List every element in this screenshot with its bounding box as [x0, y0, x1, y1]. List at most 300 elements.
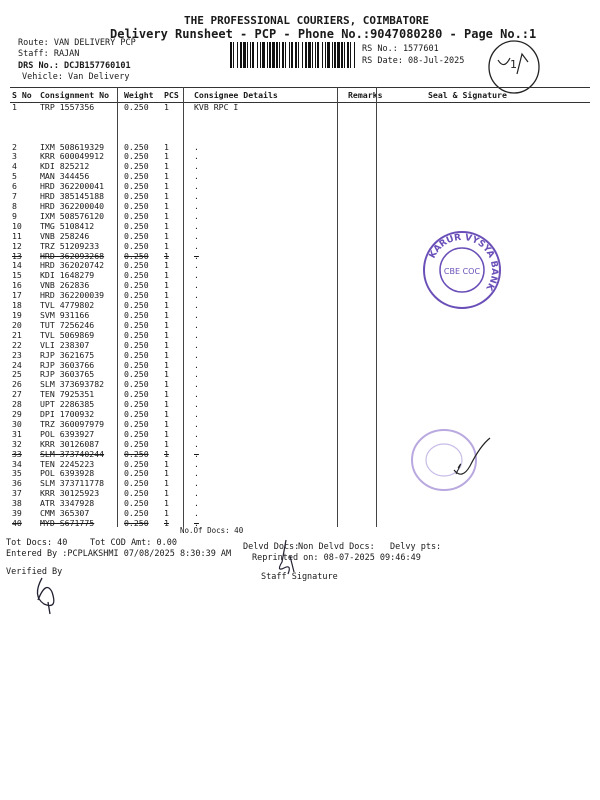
cell-sno: 23 [12, 349, 22, 360]
delivery-points: Delvy pts: [390, 542, 442, 552]
cell-sno: 6 [12, 181, 17, 192]
handwritten-page-number: 1 [510, 58, 517, 71]
barcode-bar [262, 42, 265, 68]
cell-sno: 24 [12, 359, 22, 370]
cell-sno [10, 123, 38, 133]
cell-sno: 2 [12, 141, 17, 152]
barcode-bar [344, 42, 345, 68]
cell-consignee: . [194, 329, 199, 340]
cell-pcs: 1 [164, 349, 169, 360]
tot-cod-amount: Tot COD Amt: 0.00 [90, 538, 177, 548]
table-row [10, 321, 590, 331]
cell-consignment: HRD 385145188 [40, 191, 105, 202]
cell-weight [122, 123, 162, 133]
cell-consignee: . [194, 171, 199, 182]
col-remarks: Remarks [346, 88, 406, 103]
verified-by: Verified By [6, 567, 63, 577]
cell-weight: 0.250 [124, 508, 149, 519]
cell-weight [122, 113, 162, 123]
cell-consignee: . [194, 458, 199, 469]
cell-sno: 18 [12, 300, 22, 311]
cell-consignment: HRD 362200039 [40, 290, 105, 301]
barcode-bar [322, 42, 323, 68]
cell-sno: 1 [12, 102, 17, 112]
cell-pcs: 1 [164, 151, 169, 162]
barcode-bar [272, 42, 275, 68]
cell-pcs: 1 [164, 300, 169, 311]
cell-consignee: . [194, 220, 199, 231]
cell-seal [406, 212, 590, 222]
no-of-docs: No.Of Docs: 40 [180, 526, 244, 535]
cell-pcs: 1 [164, 458, 169, 469]
cell-pcs: 1 [164, 201, 169, 212]
table-row [10, 212, 590, 222]
cell-weight: 0.250 [124, 438, 149, 449]
cell-sno: 4 [12, 161, 17, 172]
cell-consignment: KRR 30126087 [40, 438, 100, 449]
table-row [10, 489, 590, 499]
bank-stamp-inner: CBE COC [443, 267, 481, 276]
table-row [10, 499, 590, 509]
cell-weight: 0.250 [124, 210, 149, 221]
cell-sno: 13 [12, 250, 22, 261]
cell-sno: 38 [12, 498, 22, 509]
cell-consignment: POL 6393927 [40, 428, 95, 439]
cell-seal [406, 182, 590, 192]
cell-pcs: 1 [164, 290, 169, 301]
cell-sno: 25 [12, 369, 22, 380]
cell-consignment: TVL 5069869 [40, 329, 95, 340]
cell-consignee: . [194, 210, 199, 221]
table-row [10, 103, 590, 113]
cell-seal [406, 509, 590, 519]
cell-pcs: 1 [164, 260, 169, 271]
cell-pcs: 1 [164, 210, 169, 221]
cell-consignee [192, 133, 346, 143]
cell-weight: 0.250 [124, 518, 149, 529]
cell-pcs: 1 [164, 438, 169, 449]
cell-consignment: SLM 373740244 [40, 448, 105, 459]
barcode-bar [354, 42, 355, 68]
cell-consignment: IXM 508576120 [40, 210, 105, 221]
cell-seal [406, 370, 590, 380]
table-row [10, 400, 590, 410]
cell-pcs: 1 [164, 508, 169, 519]
cell-sno: 36 [12, 478, 22, 489]
cell-pcs: 1 [164, 428, 169, 439]
cell-consignment: VNB 262836 [40, 280, 90, 291]
col-weight: Weight [122, 88, 162, 103]
cell-weight: 0.250 [124, 349, 149, 360]
cell-pcs: 1 [164, 161, 169, 172]
rs-number: RS No.: 1577601 [362, 44, 439, 54]
cell-sno: 29 [12, 409, 22, 420]
cell-seal [406, 361, 590, 371]
table-row [10, 123, 590, 133]
cell-weight: 0.250 [124, 151, 149, 162]
cell-seal [406, 341, 590, 351]
cell-consignee: . [194, 181, 199, 192]
barcode [230, 42, 355, 68]
table-row [10, 152, 590, 162]
cell-consignment: TUT 7256246 [40, 319, 95, 330]
cell-pcs: 1 [164, 498, 169, 509]
cell-pcs: 1 [164, 369, 169, 380]
cell-consignee: . [194, 448, 199, 459]
barcode-bar [289, 42, 290, 68]
table-row [10, 460, 590, 470]
cell-weight: 0.250 [124, 448, 149, 459]
barcode-bar [308, 42, 311, 68]
cell-sno: 39 [12, 508, 22, 519]
route-label: Route: VAN DELIVERY PCP [18, 38, 136, 48]
bank-stamp-text: KARUR VYSYA BANK [427, 232, 500, 292]
cell-consignee: . [194, 389, 199, 400]
cell-pcs: 1 [164, 468, 169, 479]
cell-consignee: . [194, 151, 199, 162]
cell-weight: 0.250 [124, 181, 149, 192]
barcode-bar [267, 42, 268, 68]
cell-pcs: 1 [164, 309, 169, 320]
cell-weight: 0.250 [124, 270, 149, 281]
cell-seal [406, 331, 590, 341]
cell-consignment: TRZ 51209233 [40, 240, 100, 251]
cell-consignment: UPT 2286385 [40, 399, 95, 410]
barcode-bar [282, 42, 284, 68]
cell-sno: 14 [12, 260, 22, 271]
cell-pcs: 1 [164, 319, 169, 330]
barcode-bar [247, 42, 248, 68]
cell-weight: 0.250 [124, 280, 149, 291]
cell-sno: 7 [12, 191, 17, 202]
cell-consignment: KDI 825212 [40, 161, 90, 172]
cell-consignment: KDI 1648279 [40, 270, 95, 281]
cell-consignee: . [194, 428, 199, 439]
cell-sno: 8 [12, 201, 17, 212]
barcode-bar [317, 42, 319, 68]
non-delvd-docs: Non Delvd Docs: [298, 542, 375, 552]
col-consignee: Consignee Details [192, 88, 346, 103]
cell-consignment: CMM 365307 [40, 508, 90, 519]
cell-consignment: SLM 373711778 [40, 478, 105, 489]
cell-seal [406, 133, 590, 143]
cell-consignee: . [194, 250, 199, 261]
cell-consignment: TMG 5108412 [40, 220, 95, 231]
tot-docs: Tot Docs: 40 [6, 538, 68, 548]
barcode-bar [243, 42, 246, 68]
cell-pcs: 1 [164, 379, 169, 390]
table-row [10, 351, 590, 361]
cell-pcs: 1 [164, 329, 169, 340]
cell-sno: 5 [12, 171, 17, 182]
drs-number: DRS No.: DCJB157760101 [18, 61, 131, 71]
cell-pcs: 1 [164, 518, 169, 529]
table-row [10, 420, 590, 430]
cell-seal [406, 400, 590, 410]
staff-signature [270, 538, 300, 580]
table-row [10, 311, 590, 321]
col-consignment: Consignment No [38, 88, 122, 103]
cell-pcs: 1 [164, 359, 169, 370]
cell-consignment: POL 6393928 [40, 468, 95, 479]
barcode-bar [291, 42, 293, 68]
barcode-bar [315, 42, 316, 68]
cell-pcs [162, 123, 192, 133]
cell-pcs: 1 [164, 478, 169, 489]
staff-label: Staff: RAJAN [18, 49, 80, 59]
cell-consignment: RJP 3603765 [40, 369, 95, 380]
barcode-bar [260, 42, 261, 68]
cell-consignee: . [194, 468, 199, 479]
barcode-bar [230, 42, 232, 68]
cell-consignee: . [194, 488, 199, 499]
cell-consignee: . [194, 518, 199, 529]
cell-sno: 26 [12, 379, 22, 390]
cell-sno: 21 [12, 329, 22, 340]
cell-consignment [38, 123, 122, 133]
cell-consignment: TEN 2245223 [40, 458, 95, 469]
cell-sno: 10 [12, 220, 22, 231]
bank-stamp [420, 228, 504, 312]
cell-sno: 17 [12, 290, 22, 301]
cell-consignee: . [194, 240, 199, 251]
cell-pcs: 1 [164, 250, 169, 261]
cell-consignment: TRZ 360097979 [40, 418, 105, 429]
barcode-bar [252, 42, 254, 68]
cell-weight: 0.250 [124, 240, 149, 251]
barcode-bar [327, 42, 330, 68]
barcode-bar [325, 42, 326, 68]
cell-sno: 32 [12, 438, 22, 449]
cell-weight: 0.250 [124, 399, 149, 410]
table-row [10, 331, 590, 341]
faded-stamp [404, 418, 494, 498]
cell-weight: 0.250 [124, 458, 149, 469]
cell-consignee: . [194, 339, 199, 350]
cell-consignee [192, 123, 346, 133]
cell-consignee: . [194, 508, 199, 519]
cell-weight: 0.250 [124, 428, 149, 439]
cell-consignment: SVM 931166 [40, 309, 90, 320]
cell-sno: 34 [12, 458, 22, 469]
cell-consignee: . [194, 290, 199, 301]
col-sno: S No [10, 88, 38, 103]
cell-weight: 0.250 [124, 488, 149, 499]
cell-consignee: . [194, 270, 199, 281]
cell-seal [406, 103, 590, 113]
cell-weight: 0.250 [124, 339, 149, 350]
barcode-bar [276, 42, 278, 68]
barcode-bar [295, 42, 297, 68]
cell-consignment: MAN 344456 [40, 171, 90, 182]
barcode-bar [347, 42, 349, 68]
cell-consignee: . [194, 260, 199, 271]
table-row [10, 341, 590, 351]
table-row [10, 113, 590, 123]
cell-sno: 16 [12, 280, 22, 291]
cell-weight: 0.250 [124, 230, 149, 241]
cell-consignee: . [194, 379, 199, 390]
cell-pcs: 1 [164, 339, 169, 350]
cell-consignment: HRD 362200041 [40, 181, 105, 192]
cell-consignee: . [194, 478, 199, 489]
cell-consignee: . [194, 280, 199, 291]
cell-sno: 11 [12, 230, 22, 241]
cell-seal [406, 162, 590, 172]
cell-weight: 0.250 [124, 359, 149, 370]
cell-sno: 30 [12, 418, 22, 429]
cell-seal [406, 311, 590, 321]
cell-seal [406, 123, 590, 133]
company-name: THE PROFESSIONAL COURIERS, COIMBATORE [184, 14, 430, 27]
cell-weight: 0.250 [124, 329, 149, 340]
cell-sno: 20 [12, 319, 22, 330]
barcode-bar [334, 42, 336, 68]
cell-weight: 0.250 [124, 161, 149, 172]
cell-consignee: . [194, 141, 199, 152]
table-row [10, 519, 590, 529]
barcode-bar [279, 42, 280, 68]
cell-sno: 35 [12, 468, 22, 479]
cell-pcs: 1 [164, 102, 169, 112]
cell-weight: 0.250 [124, 191, 149, 202]
barcode-bar [332, 42, 333, 68]
cell-consignment: MYD S671775 [40, 518, 95, 529]
cell-weight: 0.250 [124, 478, 149, 489]
cell-pcs: 1 [164, 280, 169, 291]
cell-consignee: . [194, 349, 199, 360]
cell-seal [406, 390, 590, 400]
entered-by: Entered By :PCPLAKSHMI 07/08/2025 8:30:39 AM [6, 549, 232, 559]
cell-consignment: SLM 373693782 [40, 379, 105, 390]
cell-weight: 0.250 [124, 498, 149, 509]
cell-consignee: . [194, 230, 199, 241]
cell-sno: 31 [12, 428, 22, 439]
table-row [10, 509, 590, 519]
cell-pcs: 1 [164, 191, 169, 202]
cell-sno: 27 [12, 389, 22, 400]
barcode-bar [285, 42, 286, 68]
cell-pcs: 1 [164, 488, 169, 499]
cell-consignment [38, 113, 122, 123]
cell-weight: 0.250 [124, 260, 149, 271]
cell-pcs: 1 [164, 220, 169, 231]
table-header-row [10, 88, 590, 103]
barcode-bar [298, 42, 299, 68]
col-pcs: PCS [162, 88, 192, 103]
cell-pcs: 1 [164, 389, 169, 400]
cell-consignment: KRR 30125923 [40, 488, 100, 499]
cell-pcs: 1 [164, 240, 169, 251]
barcode-bar [269, 42, 271, 68]
cell-sno: 12 [12, 240, 22, 251]
cell-pcs: 1 [164, 399, 169, 410]
reprinted-on: Reprinted on: 08-07-2025 09:46:49 [252, 553, 421, 563]
cell-consignment: RJP 3603766 [40, 359, 95, 370]
table-row [10, 450, 590, 460]
cell-weight: 0.250 [124, 418, 149, 429]
cell-consignee: . [194, 319, 199, 330]
cell-weight: 0.250 [124, 171, 149, 182]
cell-seal [406, 351, 590, 361]
cell-sno: 22 [12, 339, 22, 350]
cell-consignment: VLI 238307 [40, 339, 90, 350]
barcode-bar [250, 42, 251, 68]
cell-seal [406, 152, 590, 162]
cell-weight: 0.250 [124, 409, 149, 420]
cell-pcs: 1 [164, 448, 169, 459]
cell-weight: 0.250 [124, 290, 149, 301]
cell-weight: 0.250 [124, 250, 149, 261]
barcode-bar [233, 42, 234, 68]
cell-weight: 0.250 [124, 369, 149, 380]
cell-weight: 0.250 [124, 309, 149, 320]
cell-consignee: KVB RPC I [194, 102, 239, 112]
col-seal: Seal & Signature [406, 88, 590, 103]
cell-pcs: 1 [164, 141, 169, 152]
cell-consignment: RJP 3621675 [40, 349, 95, 360]
cell-seal [406, 172, 590, 182]
cell-sno: 40 [12, 518, 22, 529]
cell-consignment: HRD 362020742 [40, 260, 105, 271]
cell-pcs [162, 113, 192, 123]
runsheet-title: Delivery Runsheet - PCP - Phone No.:9047080280 - Page No.:1 [110, 27, 537, 41]
cell-pcs: 1 [164, 270, 169, 281]
verifier-signature [28, 572, 64, 616]
cell-sno: 37 [12, 488, 22, 499]
cell-pcs: 1 [164, 171, 169, 182]
cell-consignment: VNB 258246 [40, 230, 90, 241]
barcode-bar [341, 42, 343, 68]
cell-consignment: DPI 1700932 [40, 409, 95, 420]
barcode-bar [237, 42, 238, 68]
cell-weight: 0.250 [124, 389, 149, 400]
cell-seal [406, 380, 590, 390]
barcode-bar [350, 42, 351, 68]
cell-weight: 0.250 [124, 379, 149, 390]
cell-sno: 3 [12, 151, 17, 162]
cell-weight: 0.250 [124, 220, 149, 231]
cell-pcs: 1 [164, 418, 169, 429]
barcode-bar [312, 42, 313, 68]
cell-seal [406, 519, 590, 529]
vehicle-label: Vehicle: Van Delivery [22, 72, 130, 82]
cell-consignment: HRD 362093268 [40, 250, 105, 261]
cell-consignee: . [194, 359, 199, 370]
cell-consignment: TEN 7925351 [40, 389, 95, 400]
staff-signature-label: Staff Signature [261, 572, 338, 582]
table-row [10, 380, 590, 390]
table-row [10, 361, 590, 371]
cell-seal [406, 192, 590, 202]
cell-sno: 33 [12, 448, 22, 459]
cell-seal [406, 499, 590, 509]
cell-sno [10, 113, 38, 123]
barcode-bar [337, 42, 340, 68]
barcode-bar [305, 42, 307, 68]
cell-seal [406, 321, 590, 331]
cell-consignment: IXM 508619329 [40, 141, 105, 152]
cell-consignment: TRP 1557356 [40, 102, 95, 112]
cell-consignment: HRD 362200040 [40, 201, 105, 212]
cell-sno: 28 [12, 399, 22, 410]
cell-seal [406, 143, 590, 153]
cell-seal [406, 202, 590, 212]
rs-date: RS Date: 08-Jul-2025 [362, 56, 465, 66]
table-row [10, 390, 590, 400]
cell-consignee: . [194, 438, 199, 449]
cell-pcs: 1 [164, 181, 169, 192]
